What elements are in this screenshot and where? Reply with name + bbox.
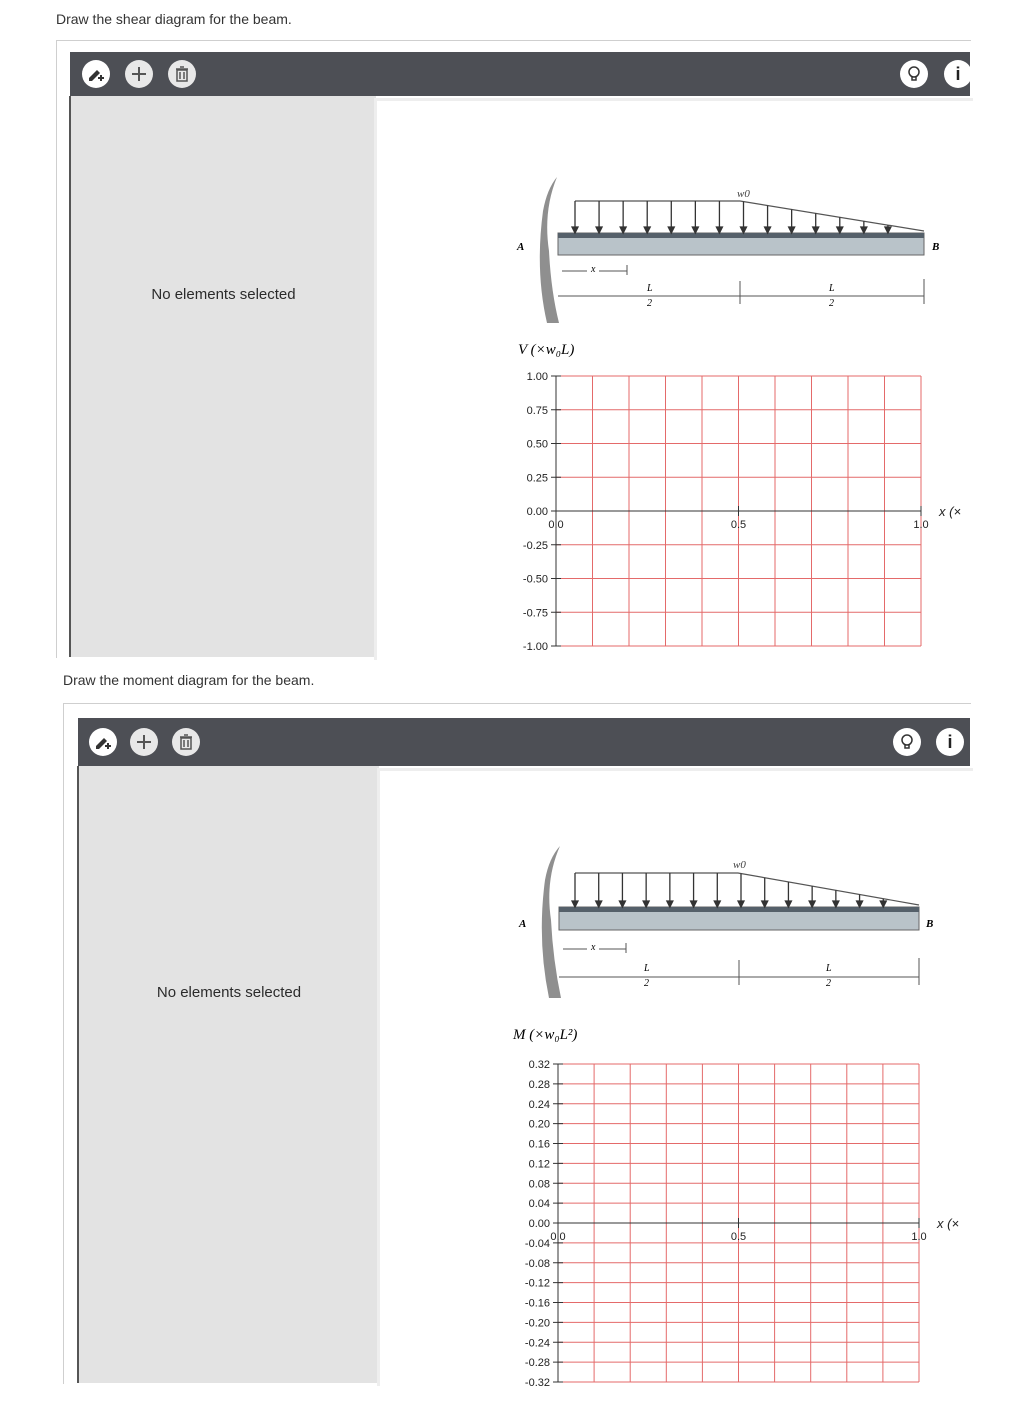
- load-arrowhead: [596, 901, 602, 907]
- load-arrowhead: [741, 227, 747, 233]
- svg-text:2: 2: [826, 978, 831, 989]
- moment-prompt: Draw the moment diagram for the beam.: [63, 672, 315, 688]
- load-arrowhead: [714, 901, 720, 907]
- moment-sidebar-message: No elements selected: [156, 984, 302, 1001]
- lightbulb-icon: [897, 732, 917, 752]
- half-label-left: L: [644, 963, 650, 974]
- dimension-lines: [559, 958, 919, 985]
- lightbulb-icon: [904, 64, 924, 84]
- load-arrowhead: [885, 227, 891, 233]
- shear-beam-figure: [516, 177, 939, 323]
- shear-drawing-area[interactable]: [377, 101, 973, 660]
- x-tick-label: 0.0: [548, 519, 564, 531]
- shear-sidebar: [69, 96, 376, 657]
- y-tick-label: -0.04: [524, 1237, 550, 1250]
- svg-text:2: 2: [829, 298, 834, 309]
- y-tick-label: 0.20: [528, 1118, 550, 1131]
- load-arrowhead: [596, 227, 602, 233]
- delete-button[interactable]: [172, 728, 200, 756]
- load-arrowhead: [692, 227, 698, 233]
- y-tick-label: -0.32: [524, 1377, 550, 1386]
- y-tick-label: 1.00: [526, 371, 548, 383]
- x-axis-label: x (×: [939, 504, 962, 519]
- load-arrowhead: [572, 227, 578, 233]
- load-label: w0: [733, 859, 746, 871]
- load-arrowhead: [765, 227, 771, 233]
- svg-text:2: 2: [644, 978, 649, 989]
- shear-chart-grid[interactable]: [523, 371, 961, 653]
- load-arrowhead: [620, 227, 626, 233]
- y-tick-label: 0.25: [526, 472, 548, 485]
- load-arrowhead: [857, 901, 863, 907]
- hint-button[interactable]: [900, 60, 928, 88]
- y-tick-label: 0.12: [528, 1158, 550, 1171]
- load-arrowhead: [691, 901, 697, 907]
- load-outline: [575, 873, 919, 905]
- add-button[interactable]: [125, 60, 153, 88]
- shear-canvas[interactable]: [374, 98, 973, 660]
- pencil-add-icon: [86, 64, 106, 84]
- svg-text:2: 2: [647, 298, 652, 309]
- wall-support: [542, 846, 561, 998]
- draw-tool-button[interactable]: [89, 728, 117, 756]
- moment-beam-figure: [518, 846, 933, 998]
- y-tick-label: 0.16: [528, 1138, 550, 1151]
- moment-toolbar: [78, 718, 970, 766]
- y-tick-label: -0.16: [524, 1297, 550, 1310]
- load-arrowhead: [572, 901, 578, 907]
- load-arrowhead: [716, 227, 722, 233]
- y-tick-label: 0.00: [526, 506, 548, 518]
- y-tick-label: -0.24: [524, 1337, 550, 1350]
- point-b-label: B: [932, 241, 940, 253]
- trash-icon: [176, 732, 196, 752]
- delete-button[interactable]: [168, 60, 196, 88]
- moment-chart-grid[interactable]: [525, 1059, 959, 1386]
- load-arrowhead: [667, 901, 673, 907]
- point-a-label: A: [519, 918, 527, 930]
- moment-chart-title: M (×w₀L²): [513, 1027, 578, 1043]
- load-arrowhead: [762, 901, 768, 907]
- y-tick-label: -1.00: [522, 641, 548, 653]
- load-arrowhead: [833, 901, 839, 907]
- load-arrowhead: [880, 901, 886, 907]
- x-dim-label: x: [591, 942, 596, 953]
- y-tick-label: -0.28: [524, 1357, 550, 1370]
- info-icon: i: [955, 63, 961, 84]
- y-tick-label: -0.08: [524, 1257, 550, 1270]
- load-arrowhead: [643, 901, 649, 907]
- moment-drawing-area[interactable]: [380, 771, 973, 1386]
- shear-sidebar-message: No elements selected: [151, 286, 296, 303]
- load-arrowhead: [809, 901, 815, 907]
- point-b-label: B: [926, 918, 934, 930]
- info-button[interactable]: [944, 60, 972, 88]
- plus-icon: [129, 64, 149, 84]
- point-a-label: A: [517, 241, 525, 253]
- y-tick-label: -0.25: [522, 539, 548, 552]
- load-label: w0: [737, 188, 750, 200]
- trash-icon: [172, 64, 192, 84]
- y-tick-label: 0.50: [526, 438, 548, 451]
- shear-toolbar: [70, 52, 970, 96]
- half-label-right: L: [826, 963, 832, 974]
- load-outline: [575, 201, 924, 231]
- half-label-right: L: [829, 283, 835, 294]
- load-arrowhead: [837, 227, 843, 233]
- shear-chart-title: V (×w₀L): [518, 342, 575, 358]
- x-tick-label: 0.0: [550, 1231, 566, 1243]
- load-arrowhead: [813, 227, 819, 233]
- plus-icon: [134, 732, 154, 752]
- x-dim-label: x: [591, 264, 596, 275]
- y-tick-label: 0.00: [528, 1218, 550, 1230]
- load-arrowhead: [789, 227, 795, 233]
- load-arrows: [572, 201, 891, 233]
- y-tick-label: 0.28: [528, 1078, 550, 1091]
- load-arrowhead: [861, 227, 867, 233]
- info-icon: i: [947, 731, 953, 752]
- y-tick-label: 0.08: [528, 1178, 550, 1191]
- moment-canvas[interactable]: [377, 768, 973, 1386]
- y-tick-label: -0.75: [522, 607, 548, 620]
- y-tick-label: 0.24: [528, 1098, 550, 1111]
- load-arrowhead: [619, 901, 625, 907]
- x-tick-label: 1.0: [913, 519, 929, 531]
- dimension-lines: [558, 279, 924, 304]
- y-tick-label: -0.20: [524, 1317, 550, 1330]
- add-button[interactable]: [130, 728, 158, 756]
- hint-button[interactable]: [893, 728, 921, 756]
- x-tick-label: 0.5: [730, 519, 747, 531]
- y-tick-label: 0.04: [528, 1198, 550, 1211]
- y-tick-label: 0.75: [526, 404, 548, 417]
- load-arrowhead: [785, 901, 791, 907]
- draw-tool-button[interactable]: [82, 60, 110, 88]
- load-arrows: [572, 873, 886, 907]
- moment-sidebar: [77, 766, 379, 1383]
- wall-support: [540, 177, 559, 323]
- x-axis-label: x (×: [937, 1216, 960, 1231]
- load-arrowhead: [644, 227, 650, 233]
- y-tick-label: -0.50: [522, 573, 548, 586]
- half-label-left: L: [647, 283, 653, 294]
- x-tick-label: 1.0: [911, 1231, 927, 1243]
- load-arrowhead: [668, 227, 674, 233]
- load-arrowhead: [738, 901, 744, 907]
- y-tick-label: 0.32: [528, 1059, 550, 1071]
- info-button[interactable]: [936, 728, 964, 756]
- pencil-add-icon: [93, 732, 113, 752]
- x-tick-label: 0.5: [730, 1231, 747, 1243]
- shear-prompt: Draw the shear diagram for the beam.: [56, 11, 292, 27]
- y-tick-label: -0.12: [524, 1277, 550, 1290]
